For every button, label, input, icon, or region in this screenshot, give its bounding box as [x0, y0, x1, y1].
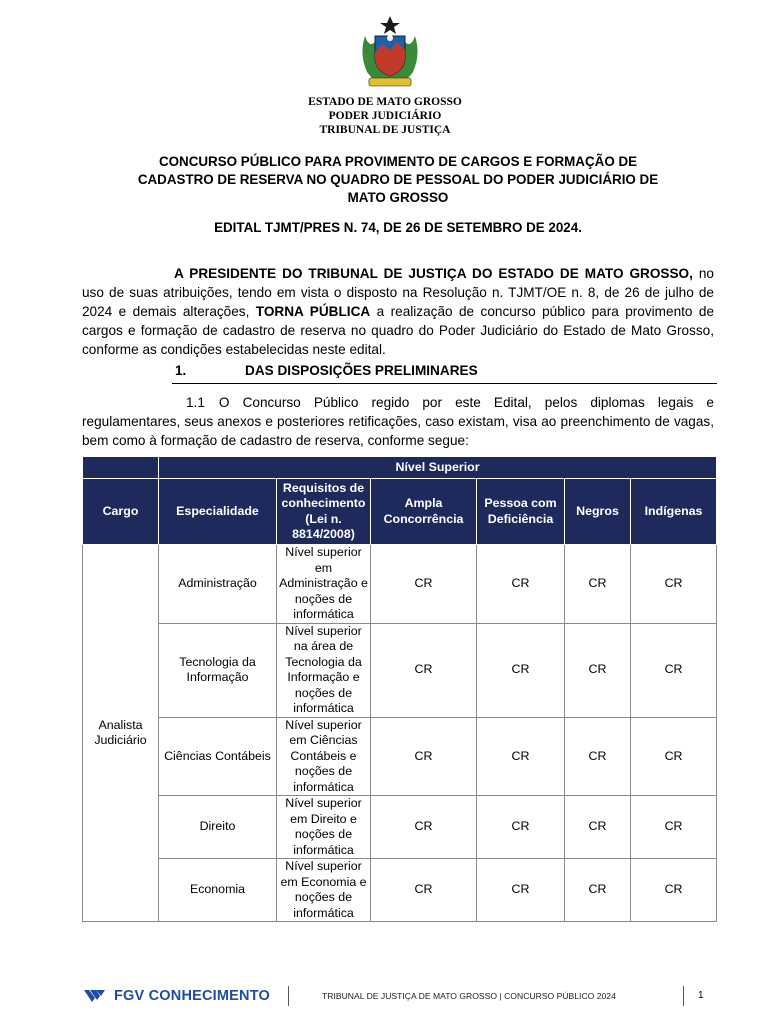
col-header-pcd: Pessoa com Deficiência: [477, 479, 565, 545]
negros-cell: CR: [565, 545, 631, 624]
header-court: TRIBUNAL DE JUSTIÇA: [319, 124, 451, 136]
fgv-logo-icon: [84, 989, 110, 1003]
pcd-cell: CR: [477, 717, 565, 796]
footer-text: TRIBUNAL DE JUSTIÇA DE MATO GROSSO | CONCURSO PÚBLICO 2024: [322, 991, 616, 1001]
coat-of-arms-icon: [355, 14, 425, 90]
pcd-cell: CR: [477, 545, 565, 624]
table-corner: [83, 457, 159, 479]
page-number: 1: [698, 990, 704, 1001]
indigenas-cell: CR: [631, 623, 717, 717]
col-header-indigenas: Indígenas: [631, 479, 717, 545]
indigenas-cell: CR: [631, 859, 717, 922]
doc-title-line3: MATO GROSSO: [347, 190, 449, 205]
ampla-cell: CR: [371, 717, 477, 796]
requisitos-cell: Nível superior na área de Tecnologia da Informação e noções de informática: [277, 623, 371, 717]
table-row: [83, 796, 717, 859]
doc-title-line1: CONCURSO PÚBLICO PARA PROVIMENTO DE CARGOS E FORMAÇÃO DE: [158, 154, 638, 169]
intro-paragraph: [82, 264, 714, 359]
intro-text-2: a realização de concurso público para provimento de cargos e formação de cadastro de reserva no quadro do Poder Judiciário do Estado de Mato Grosso, conforme as condições estabelecidas neste edital.: [82, 304, 714, 357]
section-divider: [172, 383, 717, 384]
cargo-cell: Analista Judiciário: [83, 545, 159, 922]
ampla-cell: CR: [371, 796, 477, 859]
indigenas-cell: CR: [631, 796, 717, 859]
especialidade-cell: Administração: [159, 545, 277, 624]
ampla-cell: CR: [371, 623, 477, 717]
col-header-especialidade: Especialidade: [159, 479, 277, 545]
fgv-logo-text: FGV CONHECIMENTO: [114, 988, 270, 1004]
table-row: [83, 545, 717, 624]
header-state: ESTADO DE MATO GROSSO: [308, 96, 462, 108]
item-1-1-paragraph: [82, 393, 714, 450]
col-header-requisitos: Requisitos de conhecimento (Lei n. 8814/2008): [277, 479, 371, 545]
pcd-cell: CR: [477, 796, 565, 859]
section-heading: [175, 363, 478, 378]
indigenas-cell: CR: [631, 717, 717, 796]
especialidade-cell: Tecnologia da Informação: [159, 623, 277, 717]
especialidade-cell: Direito: [159, 796, 277, 859]
table-row: [83, 623, 717, 717]
ampla-cell: CR: [371, 545, 477, 624]
negros-cell: CR: [565, 796, 631, 859]
col-header-ampla: Ampla Concorrência: [371, 479, 477, 545]
intro-text-1: no uso de suas atribuições, tendo em vista o disposto na Resolução n. TJMT/OE n. 8, de 26 de julho de 2024 e demais alterações,: [82, 266, 714, 319]
doc-title-line2: CADASTRO DE RESERVA NO QUADRO DE PESSOAL DO PODER JUDICIÁRIO DE: [137, 172, 659, 187]
indigenas-cell: CR: [631, 545, 717, 624]
requisitos-cell: Nível superior em Ciências Contábeis e noções de informática: [277, 717, 371, 796]
header-power: PODER JUDICIÁRIO: [328, 110, 442, 122]
footer-divider-right: [683, 986, 684, 1006]
section-number: 1.: [175, 363, 187, 378]
table-row: [83, 859, 717, 922]
item-1-1-text: O Concurso Público regido por este Edital, pelos diplomas legais e regulamentares, seus anexos e posteriores retificações, caso existam, visa ao preenchimento de vagas, bem como à formação de cadastro de reserva, conforme segue:: [82, 395, 714, 448]
item-1-1-number: 1.1: [186, 395, 205, 410]
pcd-cell: CR: [477, 859, 565, 922]
requisitos-cell: Nível superior em Economia e noções de informática: [277, 859, 371, 922]
footer-logo: [84, 986, 270, 1006]
col-header-cargo: Cargo: [83, 479, 159, 545]
negros-cell: CR: [565, 859, 631, 922]
positions-table: [82, 456, 717, 922]
col-header-negros: Negros: [565, 479, 631, 545]
negros-cell: CR: [565, 717, 631, 796]
ampla-cell: CR: [371, 859, 477, 922]
intro-bold-start: A PRESIDENTE DO TRIBUNAL DE JUSTIÇA DO ESTADO DE MATO GROSSO,: [174, 266, 693, 281]
especialidade-cell: Ciências Contábeis: [159, 717, 277, 796]
footer-divider-left: [288, 986, 289, 1006]
pcd-cell: CR: [477, 623, 565, 717]
section-title: DAS DISPOSIÇÕES PRELIMINARES: [245, 363, 478, 378]
negros-cell: CR: [565, 623, 631, 717]
table-row: [83, 717, 717, 796]
intro-bold-mid: TORNA PÚBLICA: [255, 304, 371, 319]
table-level-header: Nível Superior: [159, 457, 717, 479]
especialidade-cell: Economia: [159, 859, 277, 922]
requisitos-cell: Nível superior em Administração e noções de informática: [277, 545, 371, 624]
requisitos-cell: Nível superior em Direito e noções de informática: [277, 796, 371, 859]
edital-number: EDITAL TJMT/PRES N. 74, DE 26 DE SETEMBRO DE 2024.: [214, 220, 582, 235]
